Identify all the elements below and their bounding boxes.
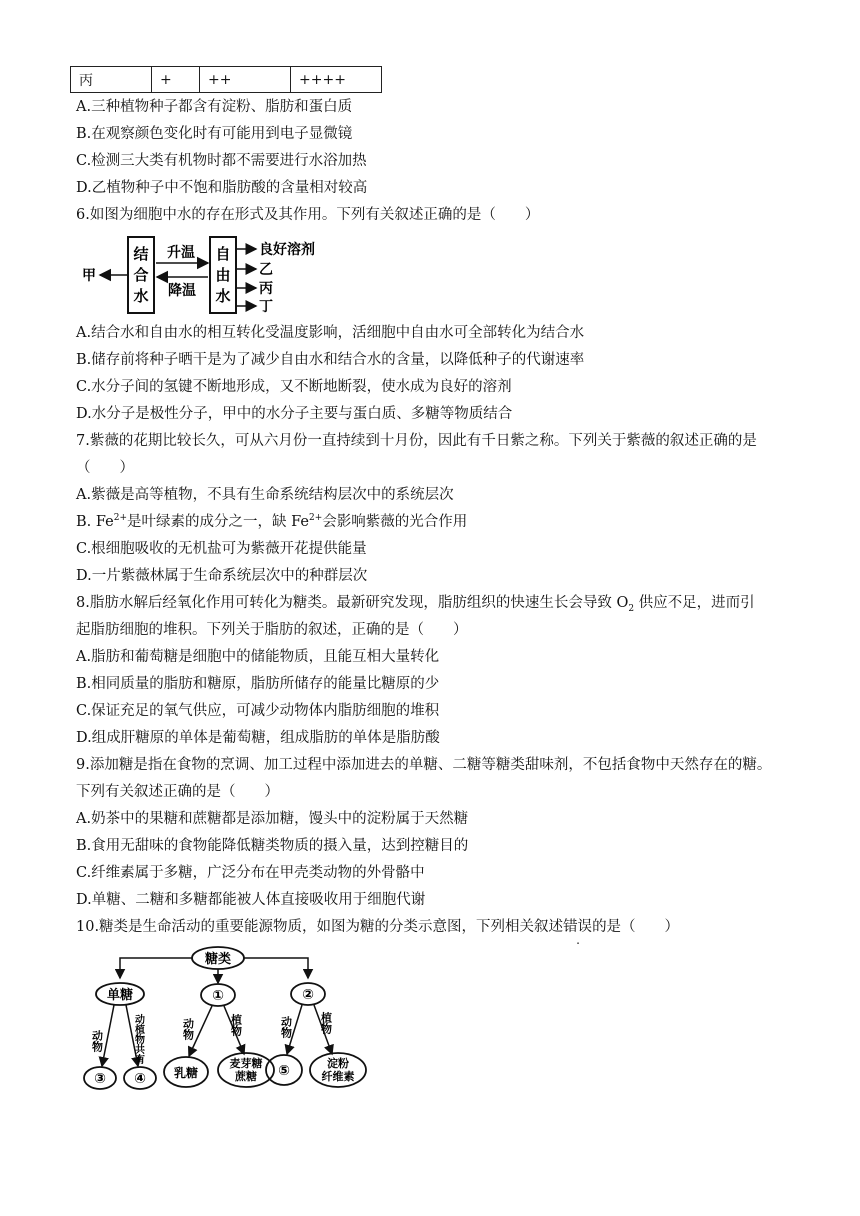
ding-label: 丁 — [259, 299, 273, 315]
free-water-char: 水 — [215, 287, 231, 305]
free-water-char: 自 — [215, 245, 231, 263]
maltose-label: 麦芽糖 — [229, 1057, 263, 1070]
heat-label: 升温 — [167, 245, 195, 261]
edge-label-animal: 动物 — [181, 1018, 195, 1040]
cool-label: 降温 — [168, 283, 196, 299]
charge-sup: 2+ — [308, 513, 323, 524]
cellulose-label: 纤维素 — [321, 1070, 355, 1083]
q5-option-c: C.检测三大类有机物时都不需要进行水浴加热 — [76, 153, 367, 169]
q7-option-c: C.根细胞吸收的无机盐可为紫薇开花提供能量 — [76, 541, 367, 557]
monosaccharide-label: 单糖 — [106, 988, 134, 1003]
q7-option-b — [76, 513, 467, 531]
jia-label: 甲 — [82, 268, 96, 284]
q8-stem-text: 供应不足，进而引 — [634, 595, 755, 611]
q6-option-d: D.水分子是极性分子，甲中的水分子主要与蛋白质、多糖等物质结合 — [76, 406, 513, 422]
edge-label-animal: 动物 — [279, 1016, 293, 1038]
tree-connector — [120, 958, 192, 978]
q9-option-b: B.食用无甜味的食物能降低糖类物质的摄入量，达到控糖目的 — [76, 838, 469, 854]
root-label: 糖类 — [204, 952, 232, 967]
table-cell: + — [152, 67, 200, 93]
q9-stem: 9.添加糖是指在食物的烹调、加工过程中添加进去的单糖、二糖等糖类甜味剂，不包括食物中天然存在的糖。 — [76, 757, 772, 773]
good-solvent-label: 良好溶剂 — [259, 242, 315, 258]
q5-option-a: A.三种植物种子都含有淀粉、脂肪和蛋白质 — [76, 99, 353, 115]
q6-option-c: C.水分子间的氢键不断地形成，又不断地断裂，使水成为良好的溶剂 — [76, 379, 512, 395]
q9-option-a: A.奶茶中的果糖和蔗糖都是添加糖，馒头中的淀粉属于天然糖 — [76, 811, 469, 827]
tree-connector — [244, 958, 308, 978]
charge-sup: 2+ — [113, 513, 128, 524]
result-table — [70, 66, 382, 93]
node-4-label: ④ — [134, 1071, 146, 1087]
table-cell: ++ — [200, 67, 291, 93]
q8-option-d: D.组成肝糖原的单体是葡萄糖，组成脂肪的单体是脂肪酸 — [76, 730, 440, 746]
emphasis-word: 错误 — [563, 919, 593, 935]
node-5-label: ⑤ — [278, 1063, 290, 1079]
sugar-classification-diagram — [76, 944, 376, 1094]
q8-stem-text: 8.脂肪水解后经氧化作用可转化为糖类。最新研究发现，脂肪组织的快速生长会导致 O — [76, 595, 629, 611]
q9-stem-cont: 下列有关叙述正确的是（ ） — [76, 784, 279, 800]
q10-stem-text: 10.糖类是生命活动的重要能源物质，如图为糖的分类示意图，下列相关叙述 — [76, 919, 564, 935]
table-cell: 丙 — [71, 67, 152, 93]
q10-stem — [76, 918, 679, 936]
starch-label: 淀粉 — [327, 1057, 349, 1070]
edge-label-plant: 植物 — [319, 1012, 333, 1034]
q5-option-d: D.乙植物种子中不饱和脂肪酸的含量相对较高 — [76, 180, 368, 196]
yi-label: 乙 — [259, 262, 273, 278]
free-water-char: 由 — [215, 266, 231, 284]
q7-b-text: B. Fe — [76, 514, 114, 530]
sucrose-label: 蔗糖 — [235, 1070, 257, 1083]
q9-option-c: C.纤维素属于多糖，广泛分布在甲壳类动物的外骨骼中 — [76, 865, 425, 881]
q6-option-b: B.储存前将种子晒干是为了减少自由水和结合水的含量，以降低种子的代谢速率 — [76, 352, 585, 368]
q6-option-a: A.结合水和自由水的相互转化受温度影响，活细胞中自由水可全部转化为结合水 — [76, 325, 585, 341]
o2-sub: 2 — [628, 603, 635, 614]
water-form-diagram — [78, 233, 358, 317]
bing-label: 丙 — [259, 281, 273, 297]
node-1-label: ① — [212, 988, 224, 1004]
q10-stem-text: 的是（ ） — [592, 919, 680, 935]
table-cell: ++++ — [291, 67, 382, 93]
q7-b-text: 是叶绿素的成分之一，缺 Fe — [127, 514, 309, 530]
node-2-label: ② — [302, 987, 314, 1003]
q7-option-d: D.一片紫薇林属于生命系统层次中的种群层次 — [76, 568, 368, 584]
q5-option-b: B.在观察颜色变化时有可能用到电子显微镜 — [76, 126, 353, 142]
bound-water-char: 合 — [133, 266, 149, 284]
node-3-label: ③ — [94, 1071, 106, 1087]
bound-water-char: 结 — [133, 245, 149, 263]
edge-label-plant: 植物 — [229, 1014, 243, 1036]
q8-stem — [76, 594, 755, 612]
q8-stem-cont: 起脂肪细胞的堆积。下列关于脂肪的叙述，正确的是（ ） — [76, 622, 468, 638]
q9-option-d: D.单糖、二糖和多糖都能被人体直接吸收用于细胞代谢 — [76, 892, 426, 908]
q8-option-b: B.相同质量的脂肪和糖原，脂肪所储存的能量比糖原的少 — [76, 676, 440, 692]
q7-b-text: 会影响紫薇的光合作用 — [322, 514, 468, 530]
q7-stem-cont: （ ） — [76, 460, 134, 476]
table-row — [71, 67, 382, 93]
q8-option-c: C.保证充足的氧气供应，可减少动物体内脂肪细胞的堆积 — [76, 703, 440, 719]
edge-label-animal: 动物 — [90, 1030, 104, 1052]
q7-stem: 7.紫薇的花期比较长久，可从六月份一直持续到十月份，因此有千日紫之称。下列关于紫薇的叙述正确的是 — [76, 433, 757, 449]
q8-option-a: A.脂肪和葡萄糖是细胞中的储能物质，且能互相大量转化 — [76, 649, 440, 665]
tree-connector — [102, 1005, 114, 1066]
lactose-label: 乳糖 — [173, 1066, 199, 1080]
bound-water-char: 水 — [133, 287, 149, 305]
q7-option-a: A.紫薇是高等植物，不具有生命系统结构层次中的系统层次 — [76, 487, 454, 503]
edge-label-shared: 动植物共有 — [132, 1014, 144, 1064]
q6-stem: 6.如图为细胞中水的存在形式及其作用。下列有关叙述正确的是（ ） — [76, 207, 540, 223]
